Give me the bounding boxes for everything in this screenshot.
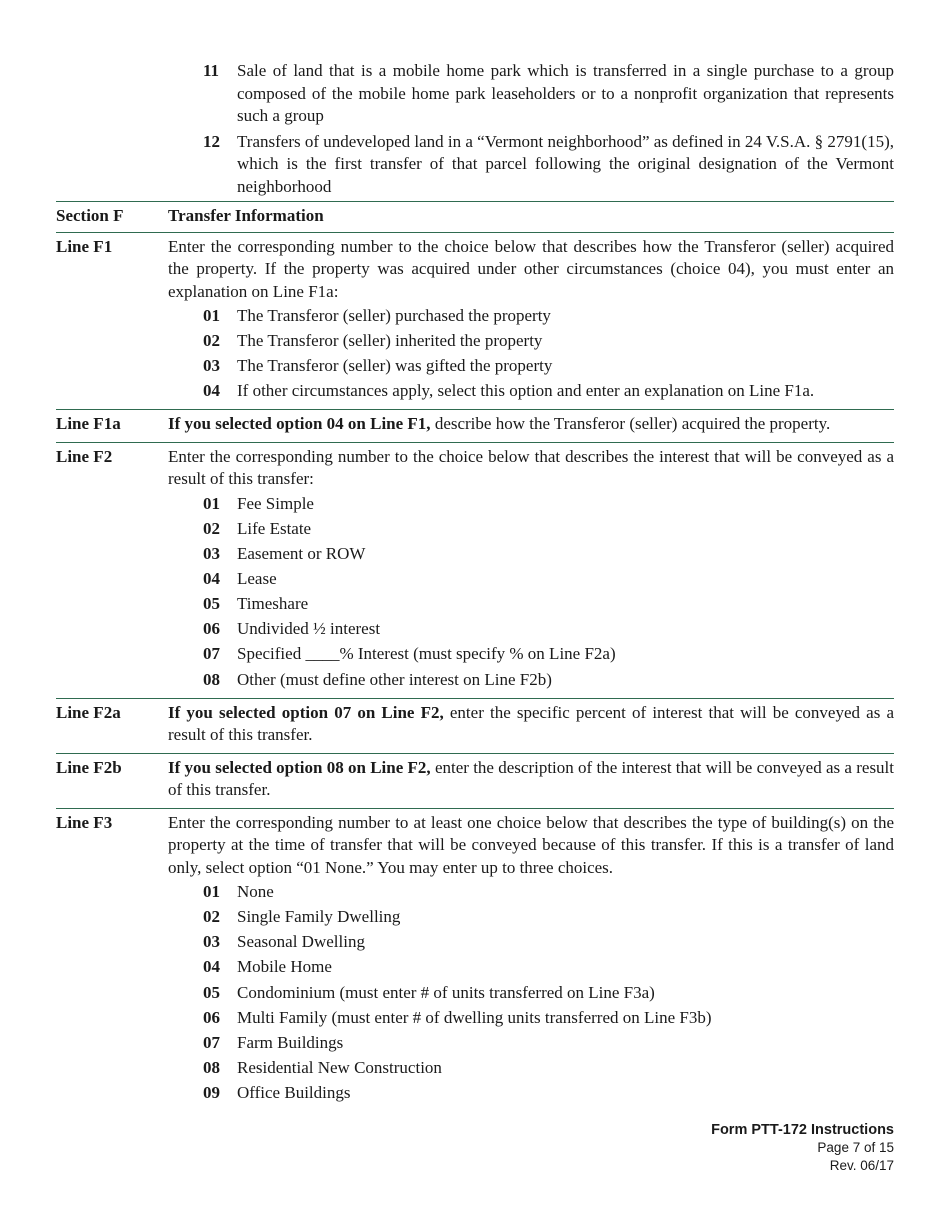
list-item <box>203 1007 894 1030</box>
option-text: Life Estate <box>237 518 312 538</box>
option-number: 01 <box>203 493 220 513</box>
option-text: Timeshare <box>237 594 309 614</box>
line-instruction-text: enter the specific percent of interest that will be conveyed as a result of this transfer. <box>168 702 894 745</box>
option-number: 07 <box>203 1032 220 1052</box>
form-title: Form PTT-172 Instructions <box>711 1122 894 1138</box>
option-number: 05 <box>203 594 220 614</box>
option-text: The Transferor (seller) was gifted the property <box>237 356 553 376</box>
option-text: Fee Simple <box>237 493 314 513</box>
option-number: 03 <box>203 544 220 564</box>
top-list <box>203 60 894 198</box>
option-list <box>203 881 894 1104</box>
line-description <box>168 413 894 436</box>
list-item <box>203 131 894 199</box>
option-list <box>203 305 894 403</box>
option-number: 05 <box>203 982 220 1002</box>
line-description: Enter the corresponding number to the choice below that describes the interest that will be conveyed as a result of this transfer: <box>168 446 894 489</box>
option-text: Specified ____% Interest (must specify % on Line F2a) <box>237 644 616 664</box>
section-f-header <box>56 201 894 232</box>
option-text: If other circumstances apply, select this option and enter an explanation on Line F1a. <box>237 381 815 401</box>
list-item <box>203 568 894 591</box>
line-description: Enter the corresponding number to at least one choice below that describes the type of building(s) on the property at the time of transfer that will be conveyed because of this transfer. If this is a transfer of land only, select option “01 None.” You may enter up to three choices. <box>168 812 894 877</box>
item-number: 11 <box>203 61 220 80</box>
option-text: Condominium (must enter # of units transferred on Line F3a) <box>237 982 655 1002</box>
line-label: Line F2a <box>56 702 121 722</box>
line-instruction-text: describe how the Transferor (seller) acquired the property. <box>430 414 831 434</box>
line-label: Line F1 <box>56 236 113 256</box>
list-item <box>203 330 894 353</box>
line-label: Line F2b <box>56 757 122 777</box>
section-title: Transfer Information <box>168 206 324 225</box>
item-text: Transfers of undeveloped land in a “Vermont neighborhood” as defined in 24 V.S.A. § 2791(15), which is the first transfer of that parcel following the original designation of the Vermont neighborhood <box>237 131 894 196</box>
list-item <box>203 355 894 378</box>
line-instruction-bold: If you selected option 07 on Line F2, <box>168 702 444 722</box>
line-label: Line F2 <box>56 446 113 466</box>
option-text: Undivided ½ interest <box>237 619 381 639</box>
list-item <box>203 305 894 328</box>
option-text: The Transferor (seller) purchased the property <box>237 306 551 325</box>
option-number: 01 <box>203 306 220 325</box>
option-text: Other (must define other interest on Line F2b) <box>237 669 552 689</box>
item-text: Sale of land that is a mobile home park which is transferred in a single purchase to a group composed of the mobile home park leaseholders or to a nonprofit organization that represents such a group <box>237 61 894 125</box>
list-item <box>203 493 894 516</box>
line-description <box>168 757 894 802</box>
section-label: Section F <box>56 206 124 225</box>
list-item <box>203 881 894 904</box>
revision-date: Rev. 06/17 <box>829 1158 894 1173</box>
page-footer <box>711 1121 894 1175</box>
option-number: 09 <box>203 1082 220 1102</box>
list-item <box>203 593 894 616</box>
line-f2a <box>56 698 894 753</box>
line-f1a <box>56 409 894 442</box>
list-item <box>203 1082 894 1105</box>
option-text: None <box>237 882 274 902</box>
list-item <box>203 931 894 954</box>
line-f2 <box>56 442 894 698</box>
option-number: 03 <box>203 932 220 952</box>
list-item <box>203 669 894 692</box>
line-instruction-text: enter the description of the interest that will be conveyed as a result of this transfer. <box>168 757 895 800</box>
option-number: 03 <box>203 356 220 376</box>
option-text: Farm Buildings <box>237 1032 344 1052</box>
list-item <box>203 956 894 979</box>
option-text: Easement or ROW <box>237 544 366 564</box>
option-number: 08 <box>203 669 220 689</box>
option-text: The Transferor (seller) inherited the property <box>237 331 543 351</box>
option-number: 04 <box>203 381 220 401</box>
option-text: Lease <box>237 569 277 589</box>
option-number: 07 <box>203 644 220 664</box>
line-instruction-bold: If you selected option 08 on Line F2, <box>168 757 431 777</box>
list-item <box>203 982 894 1005</box>
document-page <box>56 60 894 1111</box>
list-item <box>203 1057 894 1080</box>
list-item <box>203 60 894 128</box>
option-number: 01 <box>203 882 220 902</box>
option-text: Residential New Construction <box>237 1057 442 1077</box>
line-f1 <box>56 232 894 410</box>
line-description <box>168 702 894 747</box>
list-item <box>203 643 894 666</box>
item-number: 12 <box>203 131 220 151</box>
option-number: 02 <box>203 518 220 538</box>
line-description: Enter the corresponding number to the choice below that describes how the Transferor (seller) acquired the property. If the property was acquired under other circumstances (choice 04), you must enter an explanation on Line F1a: <box>168 236 894 301</box>
line-f2b <box>56 753 894 808</box>
option-number: 02 <box>203 907 220 927</box>
option-number: 02 <box>203 331 220 351</box>
option-number: 06 <box>203 1007 220 1027</box>
list-item <box>203 518 894 541</box>
option-text: Office Buildings <box>237 1082 351 1102</box>
line-f3 <box>56 808 894 1111</box>
option-number: 04 <box>203 957 220 977</box>
option-number: 08 <box>203 1057 220 1077</box>
option-text: Seasonal Dwelling <box>237 932 365 952</box>
option-number: 06 <box>203 619 220 639</box>
line-instruction-bold: If you selected option 04 on Line F1, <box>168 414 431 434</box>
list-item <box>203 906 894 929</box>
option-text: Mobile Home <box>237 957 332 977</box>
page-number: Page 7 of 15 <box>817 1140 894 1155</box>
list-item <box>203 543 894 566</box>
line-label: Line F1a <box>56 414 121 434</box>
option-text: Multi Family (must enter # of dwelling units transferred on Line F3b) <box>237 1007 712 1027</box>
list-item <box>203 618 894 641</box>
list-item <box>203 380 894 403</box>
option-list <box>203 493 894 691</box>
line-label: Line F3 <box>56 812 113 832</box>
option-number: 04 <box>203 569 220 589</box>
option-text: Single Family Dwelling <box>237 907 401 927</box>
list-item <box>203 1032 894 1055</box>
